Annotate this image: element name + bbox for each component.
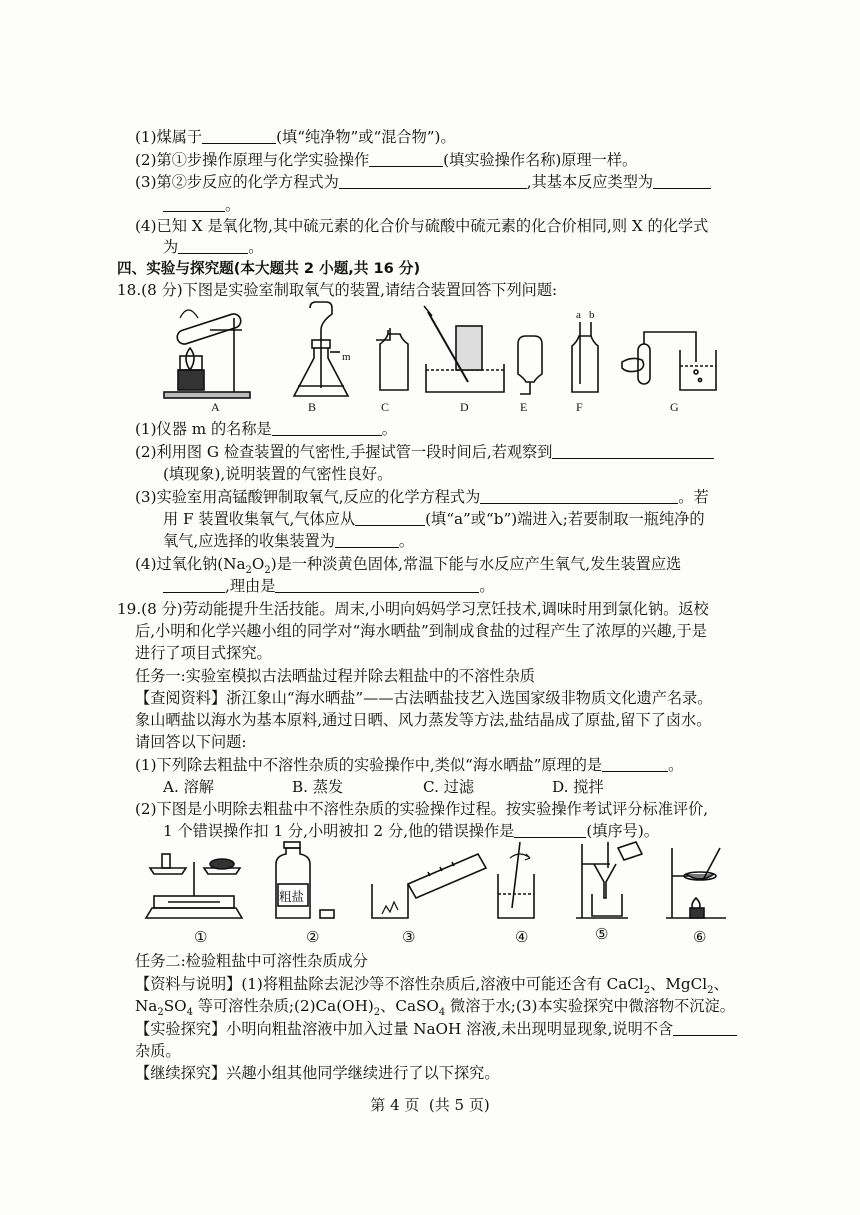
q17-sub4-cont: 为 。 (163, 238, 264, 256)
label-b: b (589, 309, 595, 321)
apparatus-f (572, 309, 598, 392)
page-footer: 第 4 页 (共 5 页) (370, 1096, 490, 1114)
q19-ref1: 【查阅资料】浙江象山“海水晒盐”——古法晒盐技艺入选国家级非物质文化遗产名录。 (135, 689, 713, 707)
fig-label-f: F (576, 400, 583, 414)
q19-ref3: 请回答以下问题: (135, 733, 247, 751)
answer-blank[interactable] (272, 420, 382, 436)
q19-continue: 【继续探究】兴趣小组其他同学继续进行了以下探究。 (135, 1064, 500, 1082)
q19-exp-cont: 杂质。 (135, 1042, 181, 1060)
balance (146, 854, 242, 918)
fig-num-6: ⑥ (693, 928, 707, 946)
fig-num-1: ① (194, 928, 208, 946)
answer-blank[interactable] (275, 577, 479, 593)
q19-task1: 任务一:实验室模拟古法晒盐过程并除去粗盐中的不溶性杂质 (135, 667, 535, 685)
answer-blank[interactable] (514, 822, 586, 838)
answer-blank[interactable] (163, 196, 225, 212)
q17-sub2: (2)第①步操作原理与化学实验操作 (填实验操作名称)原理一样。 (135, 151, 638, 169)
q19-line3: 进行了项目式探究。 (135, 644, 272, 662)
answer-blank[interactable] (163, 577, 225, 593)
graduated-cylinder (372, 854, 486, 918)
q18-sub1: (1)仪器 m 的名称是 。 (135, 420, 397, 438)
fig-label-d: D (460, 400, 469, 414)
q19-line2: 后,小明和化学兴趣小组的同学对“海水晒盐”到制成食盐的过程产生了浓厚的兴趣,于是 (135, 622, 707, 640)
answer-blank[interactable] (355, 510, 425, 526)
answer-blank[interactable] (480, 488, 678, 504)
q18-sub3: (3)实验室用高锰酸钾制取氧气,反应的化学方程式为 。若 (135, 488, 709, 506)
answer-blank[interactable] (673, 1020, 737, 1036)
fig-num-4: ④ (515, 928, 529, 946)
q19-sub1: (1)下列除去粗盐中不溶性杂质的实验操作中,类似“海水晒盐”原理的是 。 (135, 756, 684, 774)
q17-sub3-cont: 。 (0, 194, 860, 216)
fig-label-a: A (211, 400, 220, 414)
answer-blank[interactable] (602, 756, 668, 772)
option-b[interactable]: B. 蒸发 (292, 778, 344, 796)
filtration-setup (576, 842, 642, 918)
answer-blank[interactable] (653, 173, 711, 189)
apparatus-a (164, 310, 250, 398)
q18-sub2-cont: (填现象),说明装置的气密性良好。 (163, 465, 393, 483)
q19-info1: 【资料与说明】(1)将粗盐除去泥沙等不溶性杂质后,溶液中可能还含有 CaCl$_2$、MgCl$_2$、 (135, 975, 729, 997)
fig-num-3: ③ (402, 928, 416, 946)
q18-sub2: (2)利用图 G 检查装置的气密性,手握试管一段时间后,若观察到 (0, 441, 860, 463)
label-a: a (576, 309, 581, 321)
apparatus-e (518, 336, 542, 394)
fig-label-e: E (520, 400, 528, 414)
apparatus-g (622, 332, 716, 390)
q18-sub4-cont: ,理由是 。 (0, 575, 860, 597)
label-m: m (342, 351, 351, 363)
option-c[interactable]: C. 过滤 (423, 778, 475, 796)
answer-blank[interactable] (202, 128, 276, 144)
fig-label-g: G (670, 400, 679, 414)
q19-line1: 19.(8 分)劳动能提升生活技能。周末,小明向妈妈学习烹饪技术,调味时用到氯化钠。返校 (117, 600, 709, 618)
q19-task2: 任务二:检验粗盐中可溶性杂质成分 (135, 952, 368, 970)
q19-sub2-cont: 1 个错误操作扣 1 分,小明被扣 2 分,他的错误操作是 (填序号)。 (163, 822, 659, 840)
answer-blank[interactable] (369, 151, 443, 167)
section-title: 四、实验与探究题(本大题共 2 小题,共 16 分) (117, 260, 421, 277)
answer-blank[interactable] (552, 443, 714, 459)
evaporation-setup (666, 848, 726, 918)
option-a[interactable]: A. 溶解 (163, 778, 214, 796)
apparatus-b (294, 302, 351, 396)
salt-operation-figure (140, 838, 740, 930)
jar-label: 粗盐 (279, 889, 305, 904)
q17-sub4: (4)已知 X 是氧化物,其中硫元素的化合价与硫酸中硫元素的化合价相同,则 X 的化学式 (135, 217, 709, 235)
oxygen-apparatus-figure (160, 300, 720, 418)
apparatus-d (424, 306, 504, 392)
fig-label-b: B (308, 400, 317, 414)
answer-blank[interactable] (178, 238, 248, 254)
q19-exp: 【实验探究】小明向粗盐溶液中加入过量 NaOH 溶液,未出现明显现象,说明不含 (0, 1018, 860, 1040)
fig-label-c: C (381, 400, 390, 414)
q19-info2: $Na_2SO_4$ 等可溶性杂质$;(2)Ca(OH)_2$、CaSO$_4$ 微溶于水;(3)本实验探究中微溶物不沉淀。 (135, 997, 735, 1019)
q18-sub3-cont2: 氧气,应选择的收集装置为 。 (163, 532, 415, 550)
q19-sub2: (2)下图是小明除去粗盐中不溶性杂质的实验操作过程。按实验操作考试评分标准评价, (135, 800, 709, 818)
q18-sub3-cont: 用 F 装置收集氧气,气体应从 (填“a”或“b”)端进入;若要制取一瓶纯净的 (163, 510, 705, 528)
q18-sub4: (4)过氧化钠$(Na_2O_2)$是一种淡黄色固体,常温下能与水反应产生氧气,发生装置应选 (135, 555, 682, 577)
answer-blank[interactable] (339, 173, 527, 189)
reagent-jar (276, 842, 334, 918)
q17-sub3: (3)第②步反应的化学方程式为 ,其基本反应类型为 (0, 171, 860, 193)
q17-sub1: (1)煤属于 (填“纯净物”或“混合物”)。 (135, 128, 456, 146)
q18-stem: 18.(8 分)下图是实验室制取氧气的装置,请结合装置回答下列问题: (117, 281, 558, 299)
q19-ref2: 象山晒盐以海水为基本原料,通过日晒、风力蒸发等方法,盐结晶成了原盐,留下了卤水。 (135, 711, 712, 729)
option-d[interactable]: D. 搅拌 (552, 778, 604, 796)
answer-blank[interactable] (335, 532, 399, 548)
stirring-beaker (498, 842, 534, 918)
apparatus-c (376, 328, 408, 390)
fig-num-5: ⑤ (595, 925, 609, 943)
fig-num-2: ② (306, 928, 320, 946)
